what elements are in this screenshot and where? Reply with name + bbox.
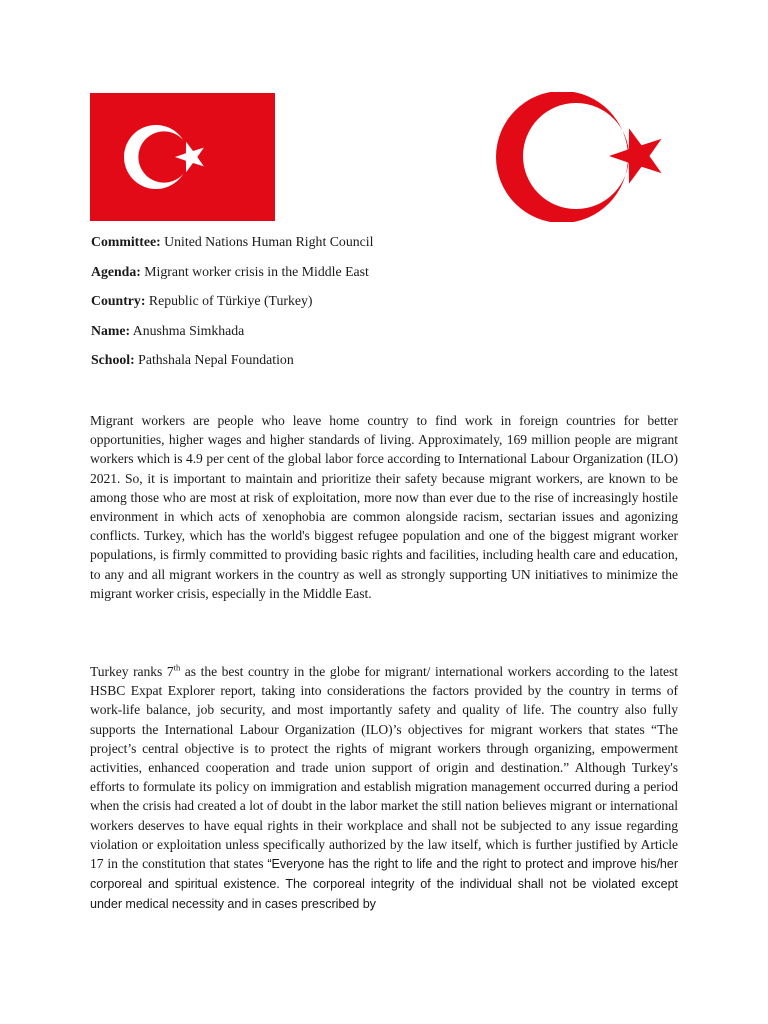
- name-label: Name:: [91, 322, 131, 338]
- ordinal-superscript: th: [173, 662, 181, 673]
- emblem-star: [609, 128, 662, 183]
- school-line: [91, 350, 691, 380]
- paragraph-turkey-rank: [90, 662, 678, 915]
- name-value: Anushma Simkhada: [132, 322, 245, 338]
- committee-line: [91, 232, 691, 262]
- agenda-line: [91, 262, 691, 292]
- constitution-quote: “Everyone has the right to life and the right to protect and improve his/her corporeal and spiritual existence. The corporeal integrity of the individual shall not be violated except under medical necessity and in cases prescribed by: [90, 857, 678, 912]
- agenda-value: Migrant worker crisis in the Middle East: [144, 263, 369, 279]
- emblem-crescent: [496, 92, 629, 222]
- country-value: Republic of Türkiye (Turkey): [148, 293, 313, 308]
- school-value: Pathshala Nepal Foundation: [138, 352, 294, 367]
- paragraph2-lead: Turkey ranks 7: [90, 664, 174, 679]
- paragraph2-body: as the best country in the globe for migrant/ international workers according to the latest HSBC Expat Explorer report, taking into considerations the factors provided by the country in terms of work-life balance, job security, and most importantly safety and quality of life. The country also fully supports the International Labour Organization (ILO)’s objectives for migrant workers that states “The project’s central objective is to protect the rights of migrant workers through organizing, empowerment activities, enhanced cooperation and trade union support of origin and destination.” Although Turkey's efforts to formulate its policy on immigration and establish migration management occurred during a period when the crisis had created a lot of doubt in the labor market the still nation believes migrant or international workers deserves to have equal rights in their workplace and shall not be subjected to any issue regarding violation or exploitation unless specifically authorized by the law itself, which is further justified by Article 17 in the constitution that states: [90, 664, 678, 872]
- turkish-flag-icon: [90, 93, 275, 221]
- country-line: [91, 291, 691, 321]
- country-label: Country:: [91, 293, 146, 308]
- school-label: School:: [91, 352, 135, 367]
- delegate-info: [91, 232, 691, 380]
- name-line: [91, 321, 691, 351]
- agenda-label: Agenda:: [91, 263, 141, 279]
- committee-label: Committee:: [91, 234, 161, 249]
- paragraph-intro: Migrant workers are people who leave home country to find work in foreign countries for better opportunities, higher wages and higher standards of living. Approximately, 169 million people are migrant workers which is 4.9 per cent of the global labor force according to International Labour Organization (ILO) 2021. So, it is important to maintain and prioritize their safety because migrant workers, are known to be among those who are most at risk of exploitation, more now than ever due to the rise of increasingly hostile environment in which acts of xenophobia are common alongside racism, sectarian issues and agonizing conflicts. Turkey, which has the world's biggest refugee population and one of the biggest migrant worker populations, is firmly committed to providing basic rights and facilities, including health care and education, to any and all migrant workers in the country as well as strongly supporting UN initiatives to minimize the migrant worker crisis, especially in the Middle East.: [90, 413, 678, 601]
- committee-value: United Nations Human Right Council: [164, 234, 374, 249]
- crescent-star-icon: [494, 92, 674, 222]
